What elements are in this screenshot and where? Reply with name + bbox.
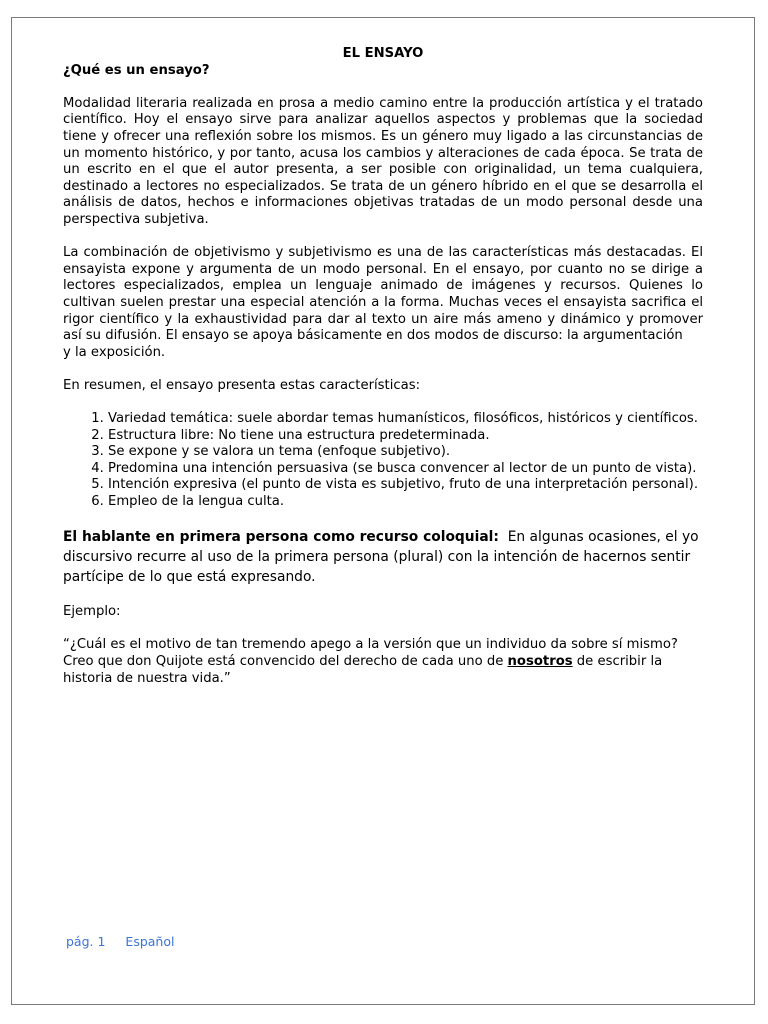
list-item: 6. Empleo de la lengua culta. [108, 494, 703, 511]
document-content [63, 46, 703, 687]
document-page [11, 17, 755, 1005]
example-quote [63, 637, 703, 687]
quote-end: de escribir la historia de nuestra vida.” [63, 654, 663, 686]
paragraph-characteristics-end: y la exposición. [63, 344, 166, 360]
features-list [63, 411, 703, 511]
list-item: 3. Se expone y se valora un tema (enfoque subjetivo). [108, 444, 703, 461]
language-indicator[interactable]: Español [125, 934, 175, 949]
list-item: 5. Intención expresiva (el punto de vista es subjetivo, fruto de una interpretación personal). [108, 477, 703, 494]
list-item: 1. Variedad temática: suele abordar temas humanísticos, filosóficos, históricos y científicos. [108, 411, 703, 428]
speaker-paragraph [63, 527, 703, 587]
list-item: 2. Estructura libre: No tiene una estructura predeterminada. [108, 428, 703, 445]
paragraph-characteristics [63, 245, 703, 361]
page-number: pág. 1 [66, 934, 106, 949]
paragraph-definition: Modalidad literaria realizada en prosa a medio camino entre la producción artística y el tratado científico. Hoy el ensayo sirve para analizar aquellos aspectos y problemas que la sociedad tiene y ofrecer una reflexión sobre los mismos. Es un género muy ligado a las circunstancias de un momento histórico, y por tanto, acusa los cambios y alteraciones de cada época. Se trata de un escrito en el que el autor presenta, a ser posible con originalidad, un tema cualquiera, destinado a lectores no especializados. Se trata de un género híbrido en el que se desarrolla el análisis de datos, hechos e informaciones objetivas tratadas de un modo personal desde una perspectiva subjetiva. [63, 95, 703, 227]
speaker-heading: El hablante en primera persona como recurso coloquial: [63, 529, 499, 546]
paragraph-characteristics-main: La combinación de objetivismo y subjetivismo es una de las características más destacadas. El ensayista expone y argumenta de un modo personal. En el ensayo, por cuanto no se dirige a lectores especializados, emplea un lenguaje animado de imágenes y recursos. Quienes lo cultivan suelen prestar una especial atención a la forma. Muchas veces el ensayista sacrifica el rigor científico y la exhaustividad para dar al texto un aire más ameno y dinámico y promover así su difusión. El ensayo se apoya básicamente en dos modos de discurso: la argumentación [63, 245, 703, 344]
quote-emphasis: nosotros [507, 654, 573, 669]
speaker-text: En algunas ocasiones, el yo discursivo recurre al uso de la primera persona (plural) con la intención de hacernos sentir partícipe de lo que está expresando. [63, 529, 699, 586]
example-label: Ejemplo: [63, 604, 121, 620]
page-footer [66, 934, 190, 949]
summary-intro: En resumen, el ensayo presenta estas características: [63, 377, 421, 393]
quote-start: “¿Cuál es el motivo de tan tremendo apego a la versión que un individuo da sobre sí mismo? Creo que don Quijote está convencido del derecho de cada uno de [63, 637, 678, 669]
document-subtitle: ¿Qué es un ensayo? [63, 62, 210, 78]
list-item: 4. Predomina una intención persuasiva (se busca convencer al lector de un punto de vista). [108, 461, 703, 478]
document-title: EL ENSAYO [342, 46, 424, 61]
